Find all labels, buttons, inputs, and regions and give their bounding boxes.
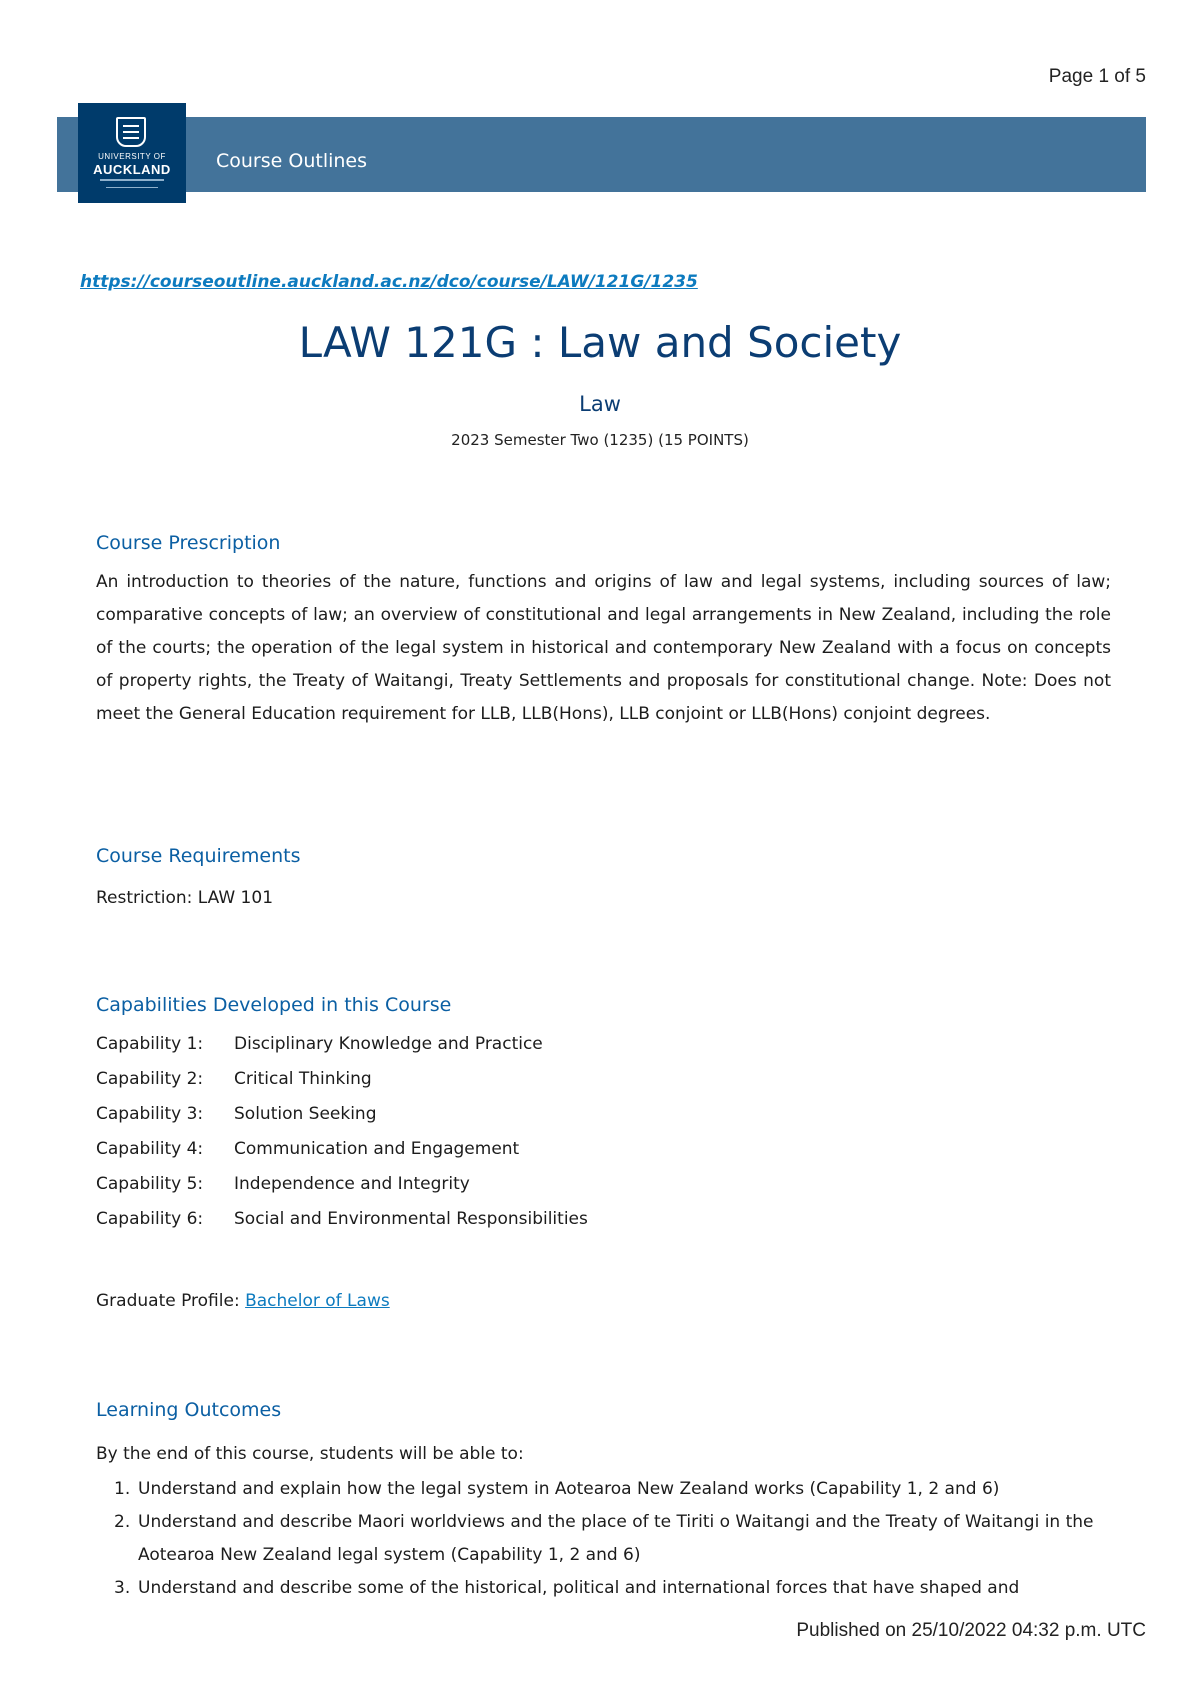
capabilities-heading: Capabilities Developed in this Course <box>96 994 452 1016</box>
outcome-number: 1. <box>114 1479 131 1499</box>
capability-value: Critical Thinking <box>234 1069 372 1089</box>
capability-row <box>96 1209 588 1229</box>
outcome-text: Understand and describe Maori worldviews and the place of te Tiriti o Waitangi and the Treaty of Waitangi in the Aotearoa New Zealand legal system (Capability 1, 2 and 6) <box>138 1512 1094 1565</box>
capability-label: Capability 1: <box>96 1034 204 1054</box>
capability-label: Capability 4: <box>96 1139 204 1159</box>
prescription-heading: Course Prescription <box>96 532 281 554</box>
outcome-number: 2. <box>114 1512 131 1532</box>
university-logo[interactable] <box>78 103 186 203</box>
published-date: Published on 25/10/2022 04:32 p.m. UTC <box>796 1620 1146 1641</box>
logo-line2: AUCKLAND <box>93 162 171 177</box>
capability-label: Capability 2: <box>96 1069 204 1089</box>
outcome-text: Understand and describe some of the historical, political and international forces that have shaped and <box>138 1578 1020 1598</box>
outcome-number: 3. <box>114 1578 131 1598</box>
outcomes-list <box>96 1473 1116 1605</box>
graduate-profile <box>96 1291 390 1311</box>
capability-row <box>96 1139 519 1159</box>
outcome-text: Understand and explain how the legal system in Aotearoa New Zealand works (Capability 1, 2 and 6) <box>138 1479 1000 1499</box>
logo-rule <box>100 179 164 181</box>
capability-row <box>96 1174 470 1194</box>
logo-rule-secondary <box>106 187 158 188</box>
page-number: Page 1 of 5 <box>1048 66 1146 87</box>
requirements-heading: Course Requirements <box>96 845 301 867</box>
capability-value: Solution Seeking <box>234 1104 377 1124</box>
capability-row <box>96 1034 543 1054</box>
graduate-profile-label: Graduate Profile: <box>96 1291 240 1311</box>
prescription-text: An introduction to theories of the nature, functions and origins of law and legal systems, including sources of law; comparative concepts of law; an overview of constitutional and legal arrangements in New Zealand, including the role of the courts; the operation of the legal system in historical and contemporary New Zealand with a focus on concepts of property rights, the Treaty of Waitangi, Treaty Settlements and proposals for constitutional change. Note: Does not meet the General Education requirement for LLB, LLB(Hons), LLB conjoint or LLB(Hons) conjoint degrees. <box>96 572 1111 724</box>
capability-value: Disciplinary Knowledge and Practice <box>234 1034 543 1054</box>
capability-value: Social and Environmental Responsibilities <box>234 1209 588 1229</box>
outcome-item <box>96 1473 1116 1506</box>
capability-row <box>96 1069 372 1089</box>
crest-icon <box>116 117 146 147</box>
outcome-item <box>96 1572 1116 1605</box>
course-subject: Law <box>579 392 621 416</box>
capability-value: Communication and Engagement <box>234 1139 520 1159</box>
capability-label: Capability 5: <box>96 1174 204 1194</box>
capability-label: Capability 3: <box>96 1104 204 1124</box>
restriction-text: Restriction: LAW 101 <box>96 888 274 908</box>
capability-label: Capability 6: <box>96 1209 204 1229</box>
course-url-link[interactable]: https://courseoutline.auckland.ac.nz/dco/course/LAW/121G/1235 <box>80 272 698 292</box>
course-semester: 2023 Semester Two (1235) (15 POINTS) <box>451 431 749 449</box>
logo-line1: UNIVERSITY OF <box>98 152 166 161</box>
banner-title[interactable]: Course Outlines <box>216 150 368 172</box>
outcome-item <box>96 1506 1116 1572</box>
bachelor-of-laws-link[interactable]: Bachelor of Laws <box>245 1291 390 1311</box>
capability-value: Independence and Integrity <box>234 1174 470 1194</box>
outcomes-heading: Learning Outcomes <box>96 1399 282 1421</box>
outcomes-intro: By the end of this course, students will be able to: <box>96 1444 524 1464</box>
course-title: LAW 121G : Law and Society <box>298 318 902 367</box>
capability-row <box>96 1104 377 1124</box>
